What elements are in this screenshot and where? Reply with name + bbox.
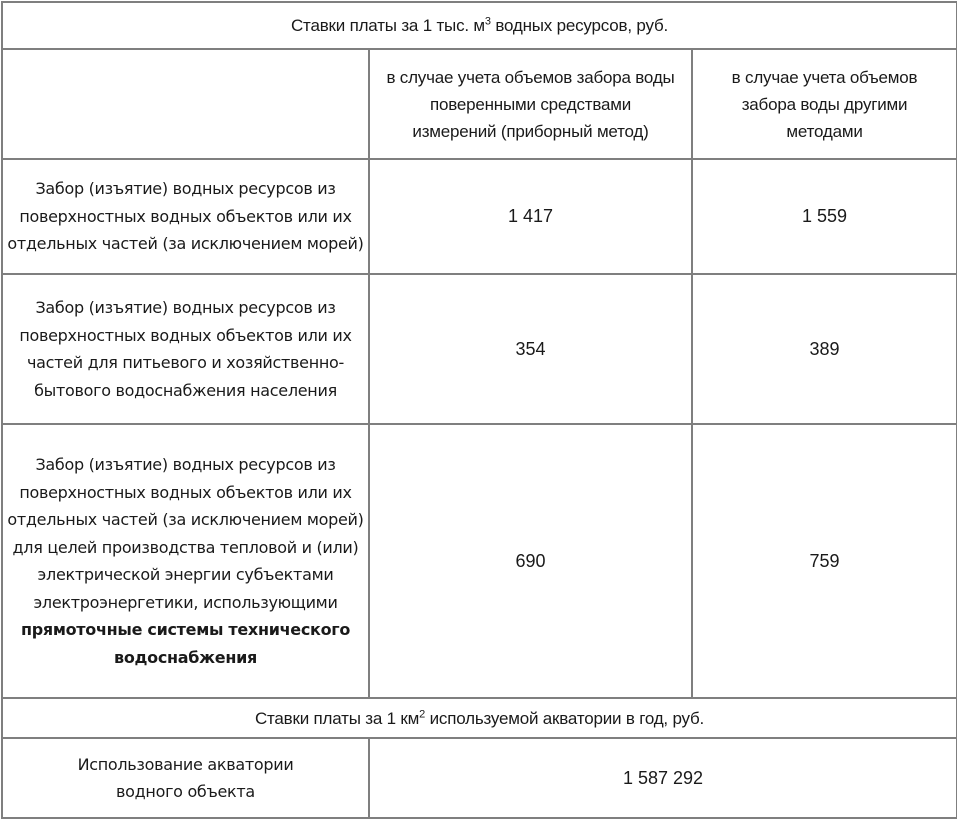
section1-title-text-end: водных ресурсов, руб. [490,16,669,35]
value-other: 389 [692,274,957,424]
section1-title-text: Ставки платы за 1 тыс. м [290,16,485,35]
row-label: Использование акватории водного объекта [2,738,369,818]
value-instrumental: 1 417 [369,159,692,274]
column-header-instrumental: в случае учета объемов забора воды поверенными средствами измерений (приборный метод) [369,49,692,159]
empty-header-cell [2,49,369,159]
value-other: 759 [692,424,957,698]
table-row [2,424,957,698]
row-label [2,424,369,698]
row-label-bold: прямоточные системы технического водоснабжения [20,620,351,667]
section2-title-sup: 2 [419,707,426,720]
section1-title-sup: 3 [484,15,491,28]
column-header-other: в случае учета объемов забора воды другими методами [692,49,957,159]
water-fee-table [1,1,957,819]
section2-title [2,698,957,738]
value-other: 1 559 [692,159,957,274]
value-area: 1 587 292 [369,738,957,818]
section1-title [2,2,957,49]
table-row [2,274,957,424]
value-instrumental: 690 [369,424,692,698]
row-label: Забор (изъятие) водных ресурсов из поверхностных водных объектов или их частей для питьевого и хозяйственно-бытового водоснабжения населения [2,274,369,424]
section2-title-text-end: используемой акватории в год, руб. [425,708,705,728]
row-label: Забор (изъятие) водных ресурсов из поверхностных водных объектов или их отдельных частей (за исключением морей) [2,159,369,274]
row-label-text: Забор (изъятие) водных ресурсов из поверхностных водных объектов или их отдельных частей (за исключением морей) для целей производства тепловой и (или) электрической энергии субъектами электроэнергетики, использующими [7,455,364,612]
table-row [2,159,957,274]
value-instrumental: 354 [369,274,692,424]
table-row [2,738,957,818]
section2-title-text: Ставки платы за 1 км [254,708,420,728]
